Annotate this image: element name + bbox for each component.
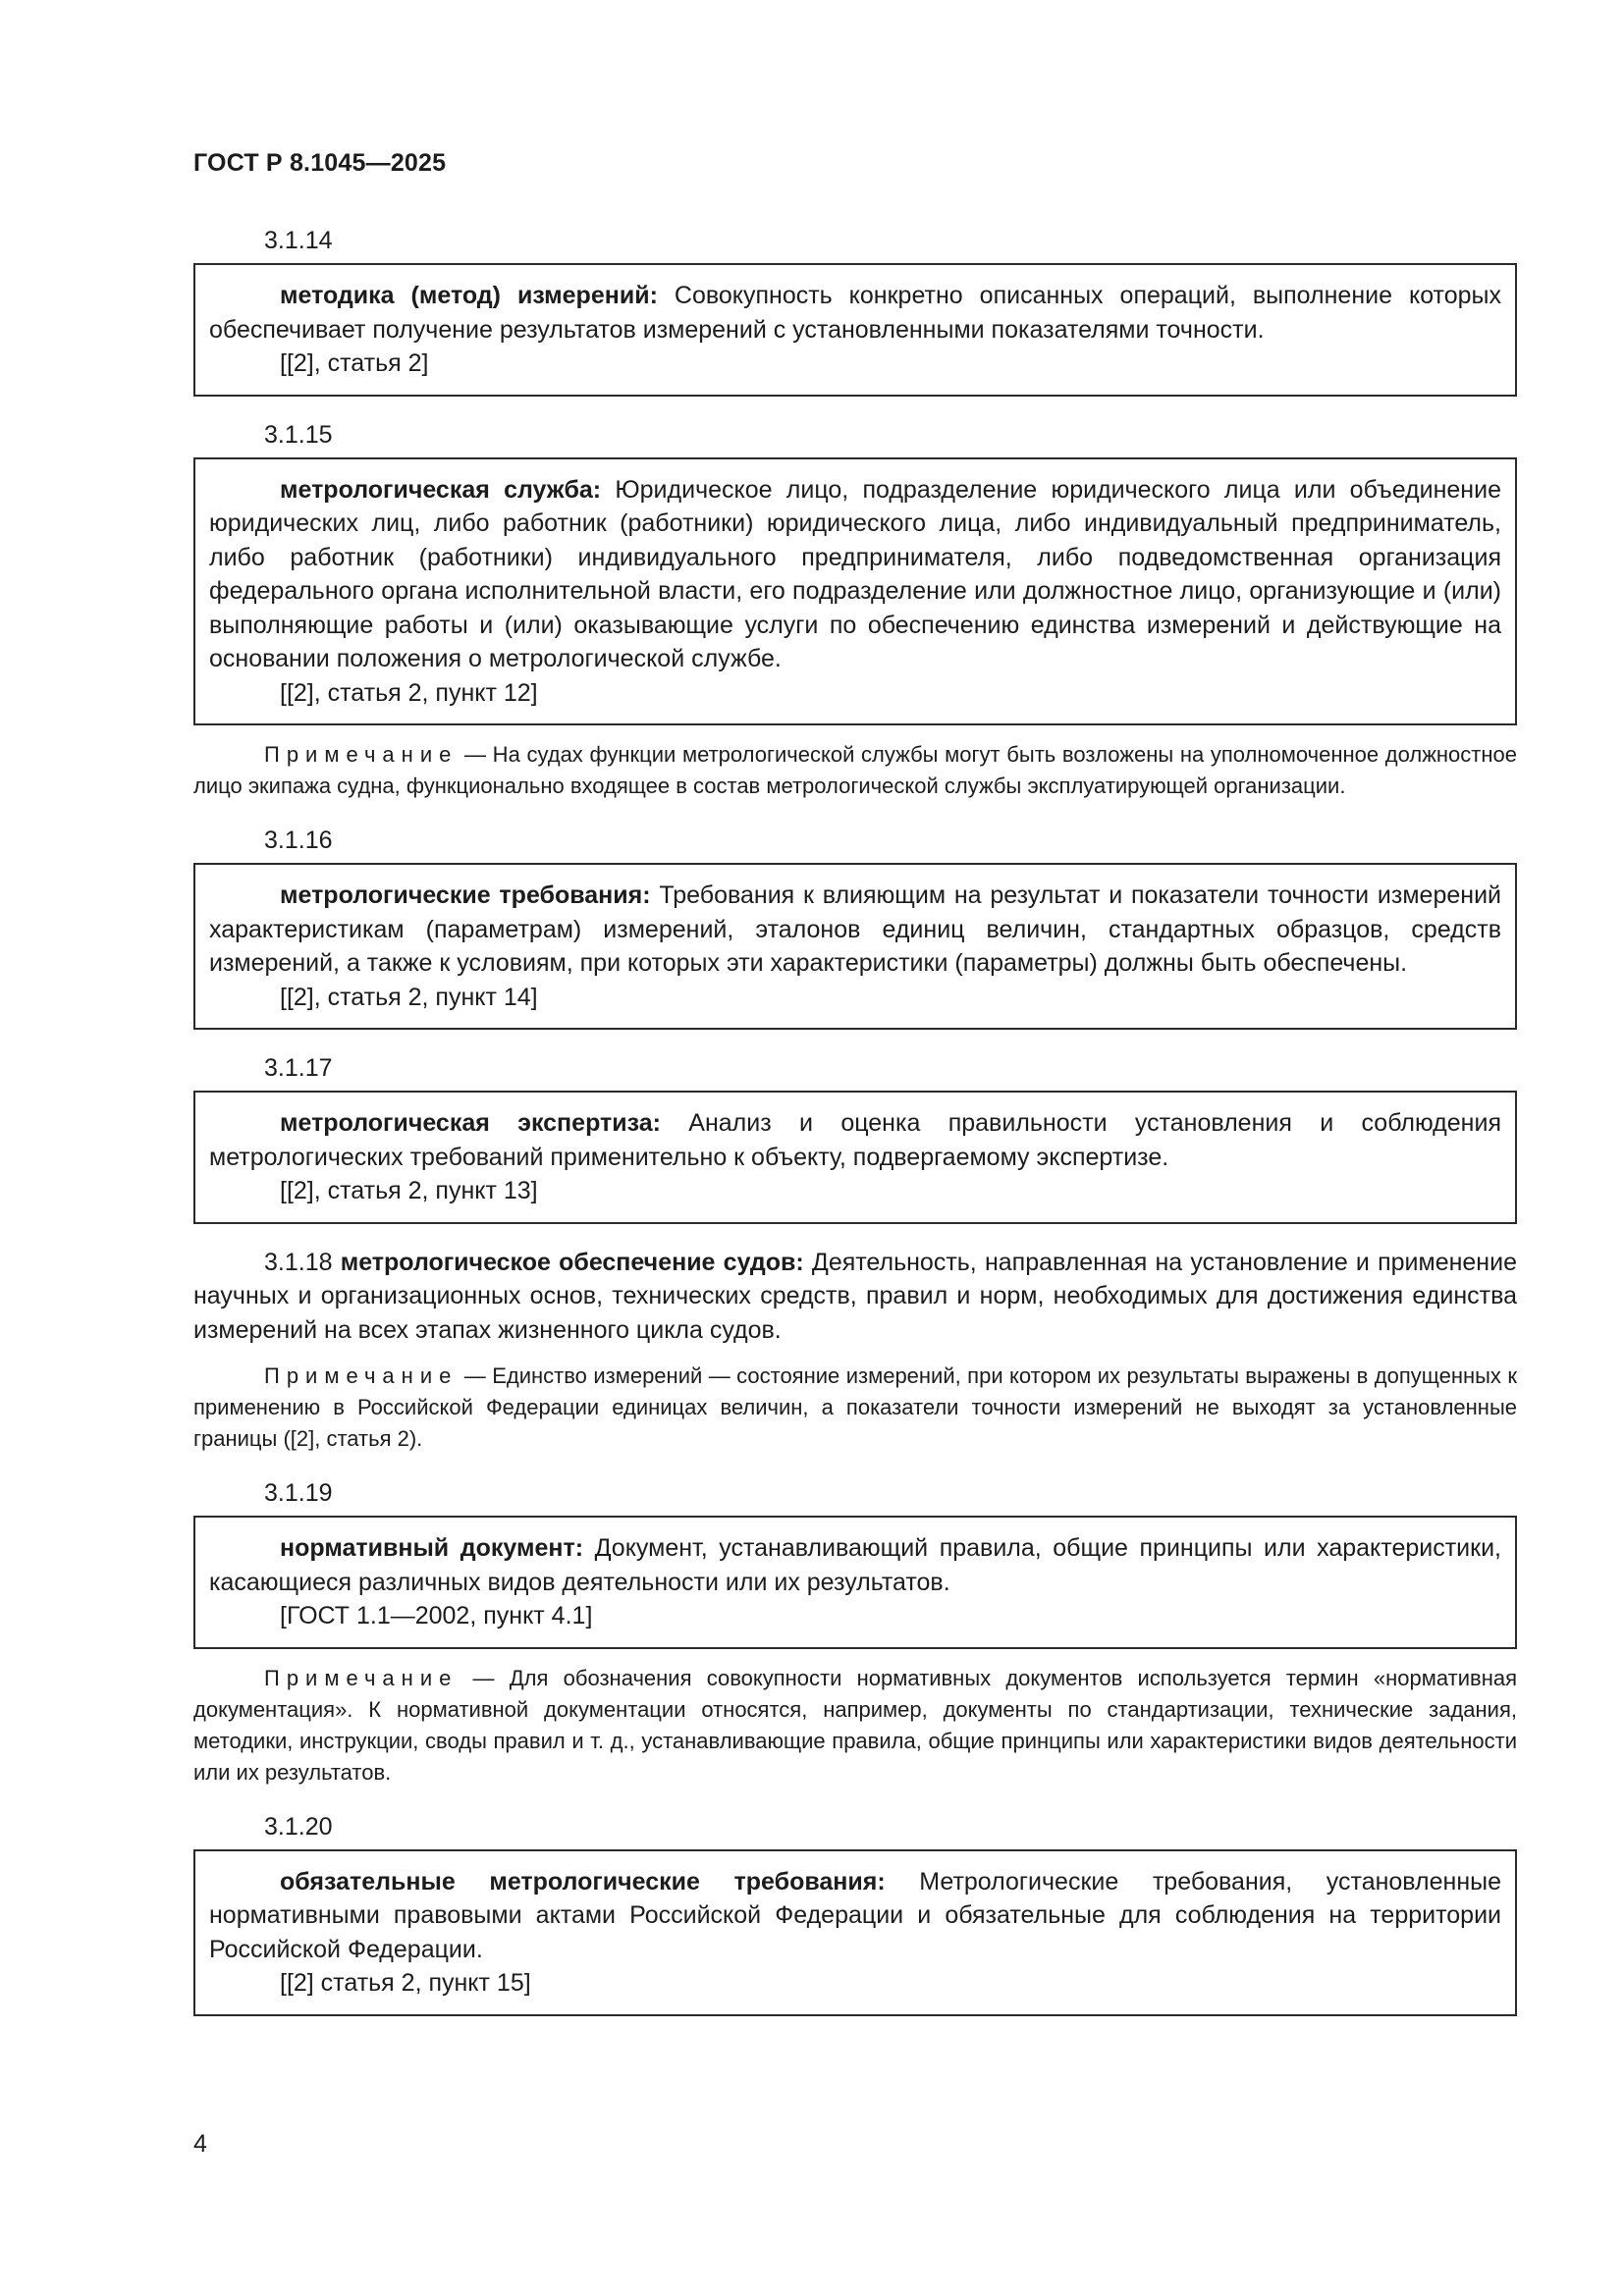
term-number: 3.1.14 [264,227,333,254]
term-number: 3.1.15 [264,420,333,449]
term-definition [209,879,1501,981]
term-definition [209,279,1501,347]
term-box [193,1091,1517,1224]
term-text: Анализ и оценка правильности установления и соблюдения метрологических требований применительно к объекту, подвергаемому экспертизе. [209,1109,1501,1171]
term-text: Метрологические требования, установленные нормативными правовыми актами Российской Федерации и обязательные для соблюдения на территории Российской Федерации. [209,1867,1501,1963]
note [193,1361,1517,1455]
term-text: Документ, устанавливающий правила, общие принципы или характеристики, касающиеся различных видов деятельности или их результатов. [209,1534,1501,1596]
note-text: — Единство измерений — состояние измерений, при котором их результаты выражены в допущенных к применению в Российской Федерации единицах величин, а показатели точности измерений не выходят за установленные границы ([2], статья 2). [193,1363,1517,1451]
note-text: — На судах функции метрологической службы могут быть возложены на уполномоченное должностное лицо экипажа судна, функционально входящее в состав метрологической службы эксплуатирующей организации. [193,742,1517,798]
term-box [193,1849,1517,2016]
term-name: методика (метод) измерений: [280,282,658,309]
term-number: 3.1.16 [264,827,333,854]
note [193,1663,1517,1789]
term-source: [[2], статья 2, пункт 14] [280,983,538,1011]
term-text: Юридическое лицо, подразделение юридического лица или объединение юридических лиц, либо работник (работники) юридического лица, либо индивидуальный предприниматель, либо работник (работники) индивидуального предпринимателя, либо подведомственная организация федерального органа исполнительной власти, его подразделение или должностное лицо, организующие и (или) выполняющие работы и (или) оказывающие услуги по обеспечению единства измерений и действующие на основании положения о метрологической службе. [209,475,1501,672]
term-entry-3-1-14 [193,224,1517,397]
term-source: [[2], статья 2] [280,349,429,377]
document-header: ГОСТ Р 8.1045—2025 [193,149,447,177]
term-box [193,1516,1517,1649]
note [193,739,1517,802]
term-entry-3-1-17 [193,1051,1517,1224]
term-name: метрологическая экспертиза: [280,1109,661,1137]
term-box [193,863,1517,1030]
term-name: метрологические требования: [280,881,651,909]
term-definition [193,1246,1517,1348]
note-label: Примечание [264,1665,459,1690]
term-number: 3.1.18 [264,1248,333,1276]
term-text: Деятельность, направленная на установление и применение научных и организационных основ, технических средств, правил и норм, необходимых для достижения единства измерений на всех этапах жизненного цикла судов. [193,1248,1517,1344]
term-number: 3.1.19 [264,1479,333,1507]
term-definition [209,1865,1501,1967]
term-source: [[2], статья 2, пункт 13] [280,1177,538,1204]
term-entry-3-1-16 [193,824,1517,1030]
note-text: — Для обозначения совокупности нормативных документов используется термин «нормативная документация». К нормативной документации относятся, например, документы по стандартизации, технические задания, методики, инструкции, своды правил и т. д., устанавливающие правила, общие принципы или характеристики видов деятельности или их результатов. [193,1665,1517,1785]
term-name: метрологическая служба: [280,475,602,504]
term-number: 3.1.17 [264,1054,333,1082]
term-entry-3-1-18 [193,1246,1517,1456]
note-label: Примечание [264,742,459,767]
note-label: Примечание [264,1363,459,1388]
page-number: 4 [193,2130,207,2158]
term-entry-3-1-20 [193,1810,1517,2016]
term-definition [209,473,1501,676]
term-box [193,457,1517,726]
term-text: Требования к влияющим на результат и показатели точности измерений характеристикам (параметрам) измерений, эталонов единиц величин, стандартных образцов, средств измерений, а также к условиям, при которых эти характеристики (параметры) должны быть обеспечены. [209,881,1501,977]
term-entry-3-1-15 [193,418,1517,803]
term-entry-3-1-19 [193,1476,1517,1789]
term-definition [209,1106,1501,1174]
term-text: Совокупность конкретно описанных операций, выполнение которых обеспечивает получение результатов измерений с установленными показателями точности. [209,282,1501,344]
term-name: нормативный документ: [280,1534,584,1562]
terms-list [193,224,1517,2038]
term-definition [209,1531,1501,1599]
term-source: [ГОСТ 1.1—2002, пункт 4.1] [280,1602,593,1629]
term-source: [[2], статья 2, пункт 12] [280,678,538,707]
term-name: метрологическое обеспечение судов: [340,1248,804,1276]
term-source: [[2] статья 2, пункт 15] [280,1969,531,1997]
term-number: 3.1.20 [264,1812,333,1841]
term-name: обязательные метрологические требования: [280,1867,886,1896]
term-box [193,263,1517,397]
